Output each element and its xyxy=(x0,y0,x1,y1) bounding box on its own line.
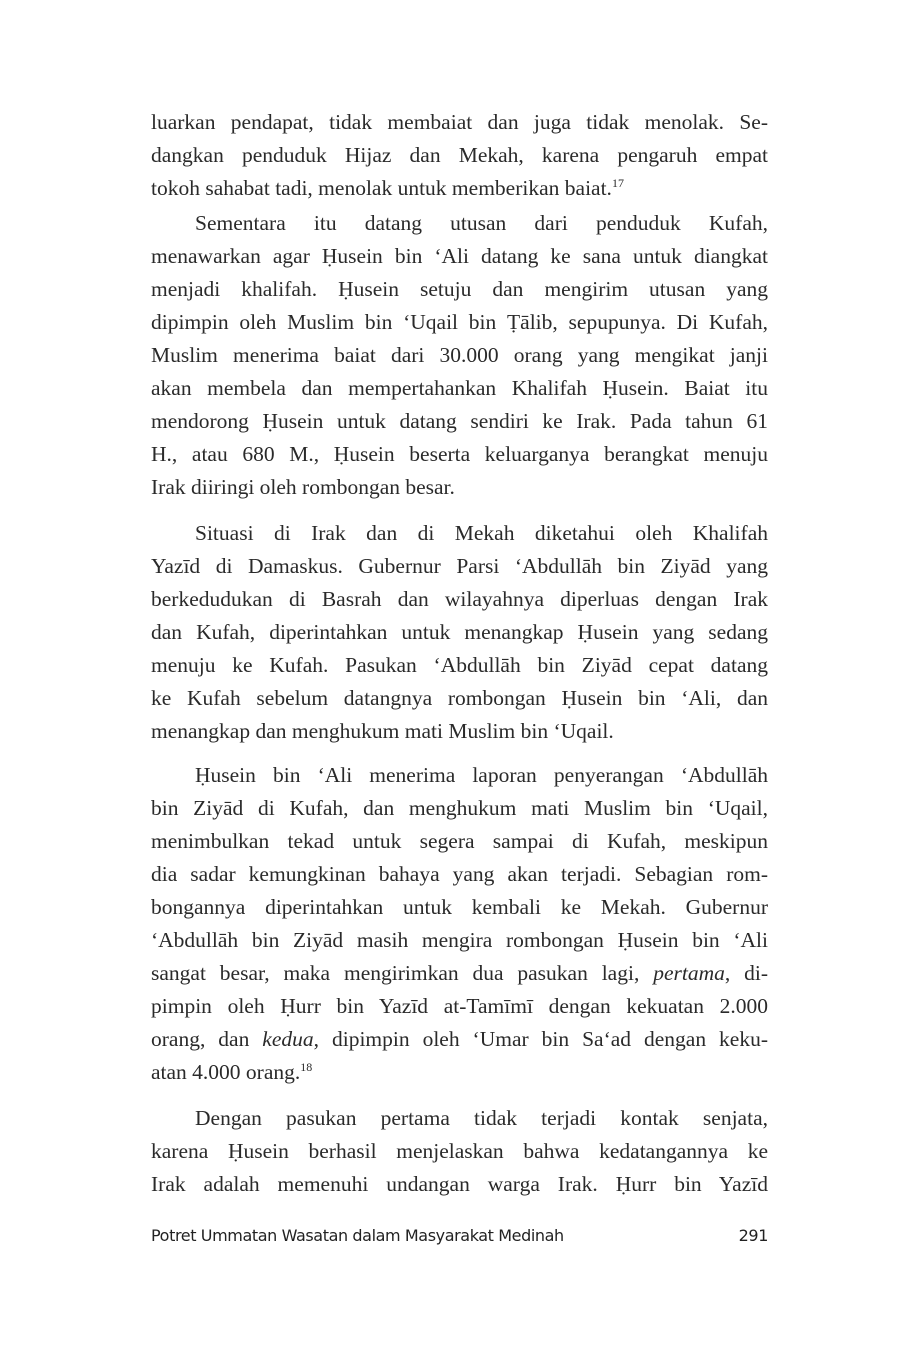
text-line xyxy=(151,858,768,891)
text-line xyxy=(151,649,768,682)
text-run: Sementara itu datang utusan dari penduduk Kufah, xyxy=(195,211,768,235)
text-run: Yazīd di Damaskus. Gubernur Parsi ‘Abdullāh bin Ziyād yang xyxy=(151,554,768,578)
text-line xyxy=(151,106,768,139)
text-line xyxy=(151,273,768,306)
text-run: karena Ḥusein berhasil menjelaskan bahwa kedatangannya ke xyxy=(151,1139,768,1163)
text-run: dipimpin oleh Muslim bin ‘Uqail bin Ṭālib, sepupunya. Di Kufah, xyxy=(151,310,768,334)
text-run: , di- xyxy=(724,961,769,985)
footnote-ref: 18 xyxy=(300,1059,313,1074)
text-run: orang, dan xyxy=(151,1027,263,1051)
text-line xyxy=(151,1135,768,1168)
text-run: tokoh sahabat tadi, menolak untuk memberikan baiat. xyxy=(151,176,612,200)
text-run: , dipimpin oleh ‘Umar bin Sa‘ad dengan keku- xyxy=(313,1027,768,1051)
text-line xyxy=(151,306,768,339)
text-run: menawarkan agar Ḥusein bin ‘Ali datang ke sana untuk diangkat xyxy=(151,244,768,268)
text-line xyxy=(151,1056,768,1089)
text-line xyxy=(151,471,768,504)
text-line xyxy=(151,924,768,957)
text-line xyxy=(151,792,768,825)
paragraph xyxy=(151,759,768,1089)
text-run: menangkap dan menghukum mati Muslim bin ‘Uqail. xyxy=(151,719,614,743)
text-run: Situasi di Irak dan di Mekah diketahui oleh Khalifah xyxy=(195,521,768,545)
body-text xyxy=(151,106,768,1201)
page-number: 291 xyxy=(738,1226,768,1245)
text-line xyxy=(151,891,768,924)
text-run: bongannya diperintahkan untuk kembali ke Mekah. Gubernur xyxy=(151,895,768,919)
text-line xyxy=(151,139,768,172)
text-run: Irak diiringi oleh rombongan besar. xyxy=(151,475,455,499)
text-line xyxy=(151,207,768,240)
text-line xyxy=(151,990,768,1023)
footnote-ref: 17 xyxy=(611,175,624,190)
text-run: menjadi khalifah. Ḥusein setuju dan mengirim utusan yang xyxy=(151,277,768,301)
text-run: menimbulkan tekad untuk segera sampai di Kufah, meskipun xyxy=(151,829,768,853)
text-line xyxy=(151,1168,768,1201)
page-footer xyxy=(151,1226,768,1246)
text-run: Ḥusein bin ‘Ali menerima laporan penyerangan ‘Abdullāh xyxy=(195,763,768,787)
text-run: Irak adalah memenuhi undangan warga Irak. Ḥurr bin Yazīd xyxy=(151,1172,768,1196)
paragraph xyxy=(151,207,768,504)
text-run: Dengan pasukan pertama tidak terjadi kontak senjata, xyxy=(195,1106,768,1130)
text-line xyxy=(151,583,768,616)
text-line xyxy=(151,517,768,550)
text-line xyxy=(151,1102,768,1135)
text-line xyxy=(151,759,768,792)
text-run: dangkan penduduk Hijaz dan Mekah, karena pengaruh empat xyxy=(151,143,768,167)
text-line xyxy=(151,957,768,990)
text-line xyxy=(151,550,768,583)
text-line xyxy=(151,616,768,649)
text-run: menuju ke Kufah. Pasukan ‘Abdullāh bin Ziyād cepat datang xyxy=(151,653,768,677)
text-line xyxy=(151,682,768,715)
text-line xyxy=(151,240,768,273)
text-run: luarkan pendapat, tidak membaiat dan juga tidak menolak. Se- xyxy=(151,110,768,134)
text-run: atan 4.000 orang. xyxy=(151,1060,301,1084)
text-line xyxy=(151,715,768,748)
text-run: H., atau 680 M., Ḥusein beserta keluarganya berangkat menuju xyxy=(151,442,768,466)
italic-term: kedua xyxy=(262,1027,314,1051)
text-run: pimpin oleh Ḥurr bin Yazīd at-Tamīmī dengan kekuatan 2.000 xyxy=(151,994,768,1018)
paragraph xyxy=(151,1102,768,1201)
text-line xyxy=(151,825,768,858)
text-run: akan membela dan mempertahankan Khalifah Ḥusein. Baiat itu xyxy=(151,376,768,400)
text-line xyxy=(151,172,768,205)
text-run: ‘Abdullāh bin Ziyād masih mengira rombongan Ḥusein bin ‘Ali xyxy=(151,928,768,952)
paragraph xyxy=(151,517,768,748)
running-footer-title: Potret Ummatan Wasatan dalam Masyarakat Medinah xyxy=(151,1226,564,1245)
text-line xyxy=(151,405,768,438)
text-run: mendorong Ḥusein untuk datang sendiri ke Irak. Pada tahun 61 xyxy=(151,409,768,433)
text-line xyxy=(151,1023,768,1056)
text-run: berkedudukan di Basrah dan wilayahnya diperluas dengan Irak xyxy=(151,587,768,611)
text-run: dia sadar kemungkinan bahaya yang akan terjadi. Sebagian rom- xyxy=(151,862,768,886)
text-run: sangat besar, maka mengirimkan dua pasukan lagi, xyxy=(151,961,654,985)
text-line xyxy=(151,372,768,405)
italic-term: pertama xyxy=(653,961,725,985)
text-line xyxy=(151,339,768,372)
text-run: ke Kufah sebelum datangnya rombongan Ḥusein bin ‘Ali, dan xyxy=(151,686,768,710)
text-run: dan Kufah, diperintahkan untuk menangkap Ḥusein yang sedang xyxy=(151,620,768,644)
paragraph xyxy=(151,106,768,205)
text-run: bin Ziyād di Kufah, dan menghukum mati Muslim bin ‘Uqail, xyxy=(151,796,768,820)
text-line xyxy=(151,438,768,471)
text-run: Muslim menerima baiat dari 30.000 orang yang mengikat janji xyxy=(151,343,768,367)
